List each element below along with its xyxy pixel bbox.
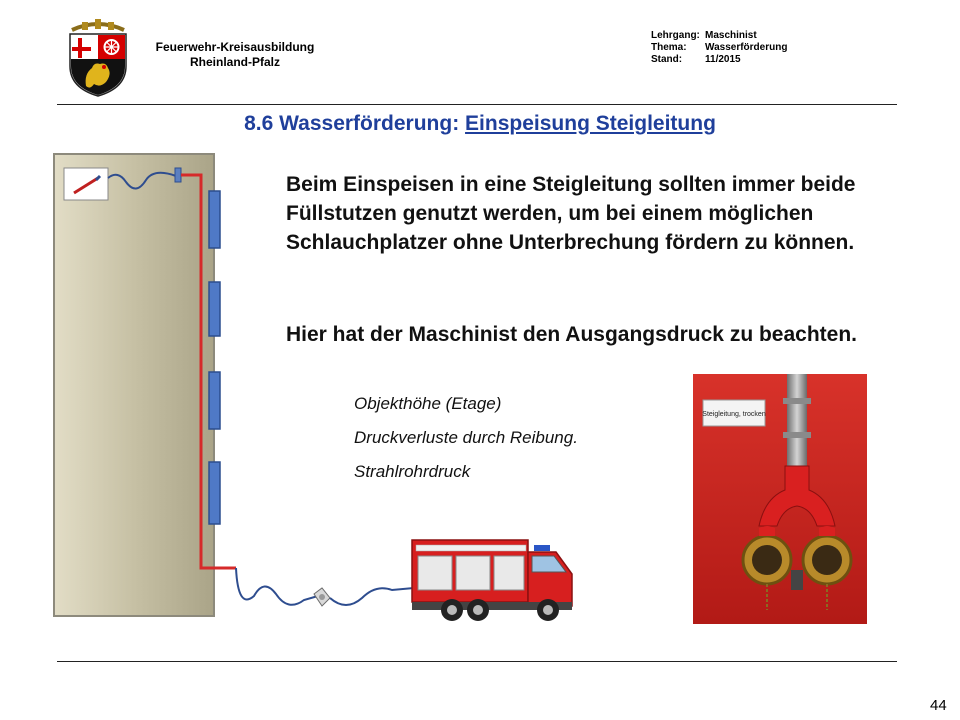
floor-landing xyxy=(209,462,220,524)
coupling-icon xyxy=(314,588,330,606)
bullet-item: Strahlrohrdruck xyxy=(354,462,471,481)
organization-name: Feuerwehr-Kreisausbildung xyxy=(155,40,315,54)
meta-key: Stand: xyxy=(651,54,683,65)
feed-hose xyxy=(236,568,318,605)
floor-landing xyxy=(209,372,220,429)
meta-key: Lehrgang: xyxy=(651,30,700,41)
meta-row-topic xyxy=(651,42,787,54)
organization-region: Rheinland-Pfalz xyxy=(189,55,280,69)
bottom-divider xyxy=(57,661,897,662)
photo-sign-text: Steigleitung, trocken xyxy=(702,411,766,418)
meta-row-date xyxy=(651,54,787,66)
meta-value: Wasserförderung xyxy=(705,42,788,53)
truck-hose xyxy=(330,588,414,605)
slide-title xyxy=(0,112,960,136)
fire-truck-icon xyxy=(412,540,572,621)
bullet-item: Druckverluste durch Reibung. xyxy=(354,428,578,447)
meta-value: Maschinist xyxy=(705,30,757,41)
page-number: 44 xyxy=(930,697,947,714)
title-prefix: 8.6 Wasserförderung: xyxy=(244,112,466,135)
meta-row-course xyxy=(651,30,787,42)
riser-outlet-valve xyxy=(175,168,181,182)
title-link[interactable]: Einspeisung Steigleitung xyxy=(465,112,716,135)
building xyxy=(54,154,214,616)
paragraph-pressure-note: Hier hat der Maschinist den Ausgangsdruck zu beachten. xyxy=(286,323,858,346)
meta-key: Thema: xyxy=(651,42,687,53)
floor-landing xyxy=(209,191,220,248)
course-meta xyxy=(651,30,787,66)
paragraph-feeding-rule: Beim Einspeisen in eine Steigleitung sollten immer beide Füllstutzen genutzt werden, um bei einem möglichen Schlauchplatzer ohne Unterbrechung fördern zu können. xyxy=(286,173,856,254)
bullet-item: Objekthöhe (Etage) xyxy=(354,394,502,413)
riser-inlet-photo xyxy=(693,374,867,624)
floor-landing xyxy=(209,282,220,336)
top-divider xyxy=(57,104,897,105)
organization-header xyxy=(120,40,350,70)
meta-value: 11/2015 xyxy=(705,54,741,65)
